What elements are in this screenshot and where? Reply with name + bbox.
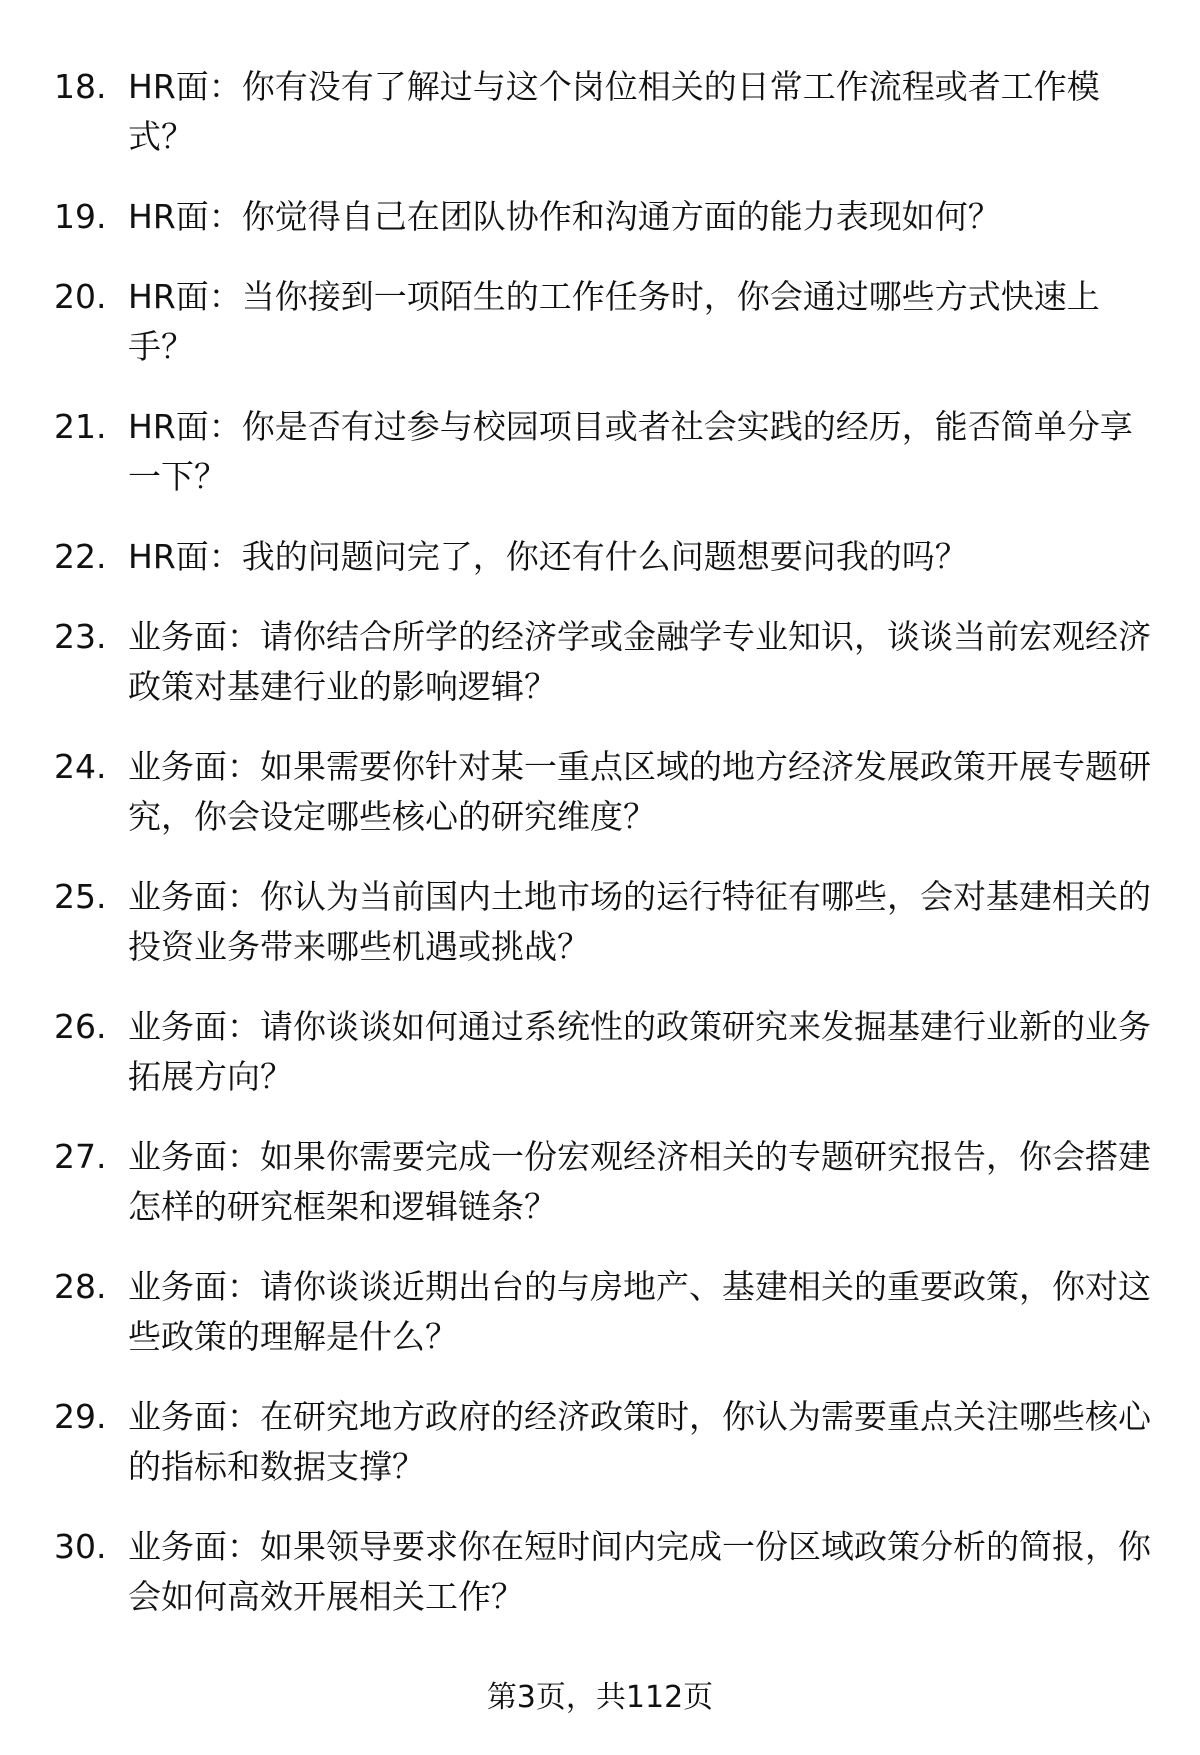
question-text: 业务面：请你谈谈近期出台的与房地产、基建相关的重要政策，你对这些政策的理解是什么？ (128, 1267, 1151, 1356)
question-number: 23. (54, 617, 107, 656)
question-text: 业务面：如果领导要求你在短时间内完成一份区域政策分析的简报，你会如何高效开展相关工作？ (128, 1527, 1151, 1616)
question-text: 业务面：如果需要你针对某一重点区域的地方经济发展政策开展专题研究，你会设定哪些核心的研究维度？ (128, 747, 1151, 836)
question-text: 业务面：你认为当前国内土地市场的运行特征有哪些，会对基建相关的投资业务带来哪些机遇或挑战？ (128, 877, 1151, 966)
question-text: HR面：你是否有过参与校园项目或者社会实践的经历，能否简单分享一下？ (128, 407, 1133, 496)
question-text: 业务面：请你谈谈如何通过系统性的政策研究来发掘基建行业新的业务拓展方向？ (128, 1007, 1151, 1096)
question-item (0, 532, 1200, 582)
question-item (0, 612, 1200, 712)
question-text: 业务面：在研究地方政府的经济政策时，你认为需要重点关注哪些核心的指标和数据支撑？ (128, 1397, 1151, 1486)
question-number: 30. (54, 1527, 107, 1566)
question-number: 28. (54, 1267, 107, 1306)
question-number: 26. (54, 1007, 107, 1046)
question-number: 21. (54, 407, 107, 446)
question-number: 22. (54, 537, 107, 576)
question-text: 业务面：请你结合所学的经济学或金融学专业知识，谈谈当前宏观经济政策对基建行业的影响逻辑？ (128, 617, 1151, 706)
question-item (0, 1392, 1200, 1492)
question-item (0, 1522, 1200, 1622)
question-number: 20. (54, 277, 107, 316)
question-number: 19. (54, 197, 107, 236)
question-item (0, 1132, 1200, 1232)
question-text: HR面：我的问题问完了，你还有什么问题想要问我的吗？ (128, 537, 968, 576)
question-number: 25. (54, 877, 107, 916)
question-item (0, 272, 1200, 372)
question-item (0, 872, 1200, 972)
question-item (0, 742, 1200, 842)
question-text: HR面：当你接到一项陌生的工作任务时，你会通过哪些方式快速上手？ (128, 277, 1100, 366)
question-text: HR面：你觉得自己在团队协作和沟通方面的能力表现如何？ (128, 197, 1001, 236)
question-text: HR面：你有没有了解过与这个岗位相关的日常工作流程或者工作模式？ (128, 67, 1100, 156)
question-item (0, 402, 1200, 502)
page-footer: 第3页，共112页 (486, 1680, 714, 1715)
question-item (0, 62, 1200, 162)
question-list (0, 62, 1200, 1652)
question-number: 29. (54, 1397, 107, 1436)
question-text: 业务面：如果你需要完成一份宏观经济相关的专题研究报告，你会搭建怎样的研究框架和逻辑链条？ (128, 1137, 1151, 1226)
question-item (0, 192, 1200, 242)
question-item (0, 1002, 1200, 1102)
question-item (0, 1262, 1200, 1362)
question-number: 27. (54, 1137, 107, 1176)
question-number: 18. (54, 67, 107, 106)
question-number: 24. (54, 747, 107, 786)
